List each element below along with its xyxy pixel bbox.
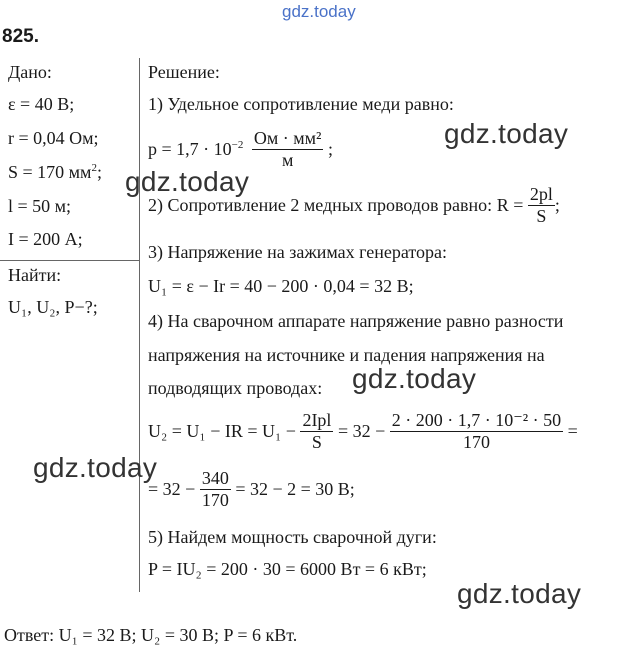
given-l: l = 50 м; (8, 196, 72, 216)
u2b-left: = 32 − (148, 479, 196, 500)
rho-den: м (281, 149, 294, 170)
u2b-den: 170 (201, 489, 229, 510)
problem-number: 825. (2, 26, 39, 47)
given-s-text: S = 170 мм (8, 162, 92, 182)
watermark-3: gdz.today (352, 363, 477, 394)
u2b-num: 340 (201, 468, 229, 488)
u2-f2-num: 2 · 200 · 1,7 · 10⁻² · 50 (391, 410, 562, 430)
watermark-4: gdz.today (33, 452, 158, 483)
r-num: 2pl (529, 184, 553, 204)
watermark-top: gdz.today (282, 2, 356, 21)
u2-f2-den: 170 (462, 431, 490, 452)
formula-u1: U₁ = ε − Ir = 40 − 200 · 0,04 = 32 В; (148, 276, 414, 296)
solution-label: Решение: (148, 62, 220, 82)
watermark-1: gdz.today (444, 118, 569, 149)
formula-u2 (148, 410, 578, 453)
given-r: r = 0,04 Ом; (8, 128, 99, 148)
vertical-divider (139, 58, 140, 592)
find-label: Найти: (8, 265, 62, 285)
given-i: I = 200 А; (8, 229, 83, 249)
solution-step4-line1: 4) На сварочном аппарате напряжение равно разности (148, 311, 564, 331)
solution-step4-line3: подводящих проводах: (148, 378, 323, 398)
rho-num: Ом · мм² (253, 128, 322, 148)
formula-u2b (148, 468, 355, 511)
given-eps: ε = 40 В; (8, 94, 75, 114)
solution-step4-line2: напряжения на источнике и падения напряжения на (148, 345, 545, 365)
rho-exp: −2 (231, 139, 244, 152)
u2b-right: = 32 − 2 = 30 В; (235, 479, 355, 500)
horizontal-divider (0, 260, 139, 261)
solution-step3: 3) Напряжение на зажимах генератора: (148, 242, 448, 262)
formula-rho (148, 128, 333, 171)
r-left: R = (496, 195, 524, 216)
u2-mid: = 32 − (337, 421, 386, 442)
u2-left: U₂ = U₁ − IR = U₁ − (148, 421, 296, 442)
formula-p: P = IU₂ = 200 · 30 = 6000 Вт = 6 кВт; (148, 559, 427, 579)
solution-step1: 1) Удельное сопротивление меди равно: (148, 94, 454, 114)
watermark-2: gdz.today (125, 166, 250, 197)
given-s-tail: ; (96, 162, 102, 182)
r-tail: ; (554, 195, 560, 216)
solution-step2: 2) Сопротивление 2 медных проводов равно: (148, 195, 493, 216)
answer: Ответ: U₁ = 32 В; U₂ = 30 В; P = 6 кВт. (4, 625, 298, 645)
given-label: Дано: (8, 62, 52, 82)
find-text: U₁, U₂, P−?; (8, 297, 98, 317)
r-den: S (536, 205, 547, 226)
given-s: S = 170 $мм^2$; (8, 162, 102, 182)
u2-end: = (567, 421, 578, 442)
rho-left: p = 1,7 · 10 (148, 139, 232, 160)
u2-f1-den: S (311, 431, 322, 452)
rho-tail: ; (327, 139, 333, 160)
u2-f1-num: 2Ipl (302, 410, 332, 430)
solution-step5: 5) Найдем мощность сварочной дуги: (148, 527, 437, 547)
watermark-5: gdz.today (457, 578, 582, 609)
